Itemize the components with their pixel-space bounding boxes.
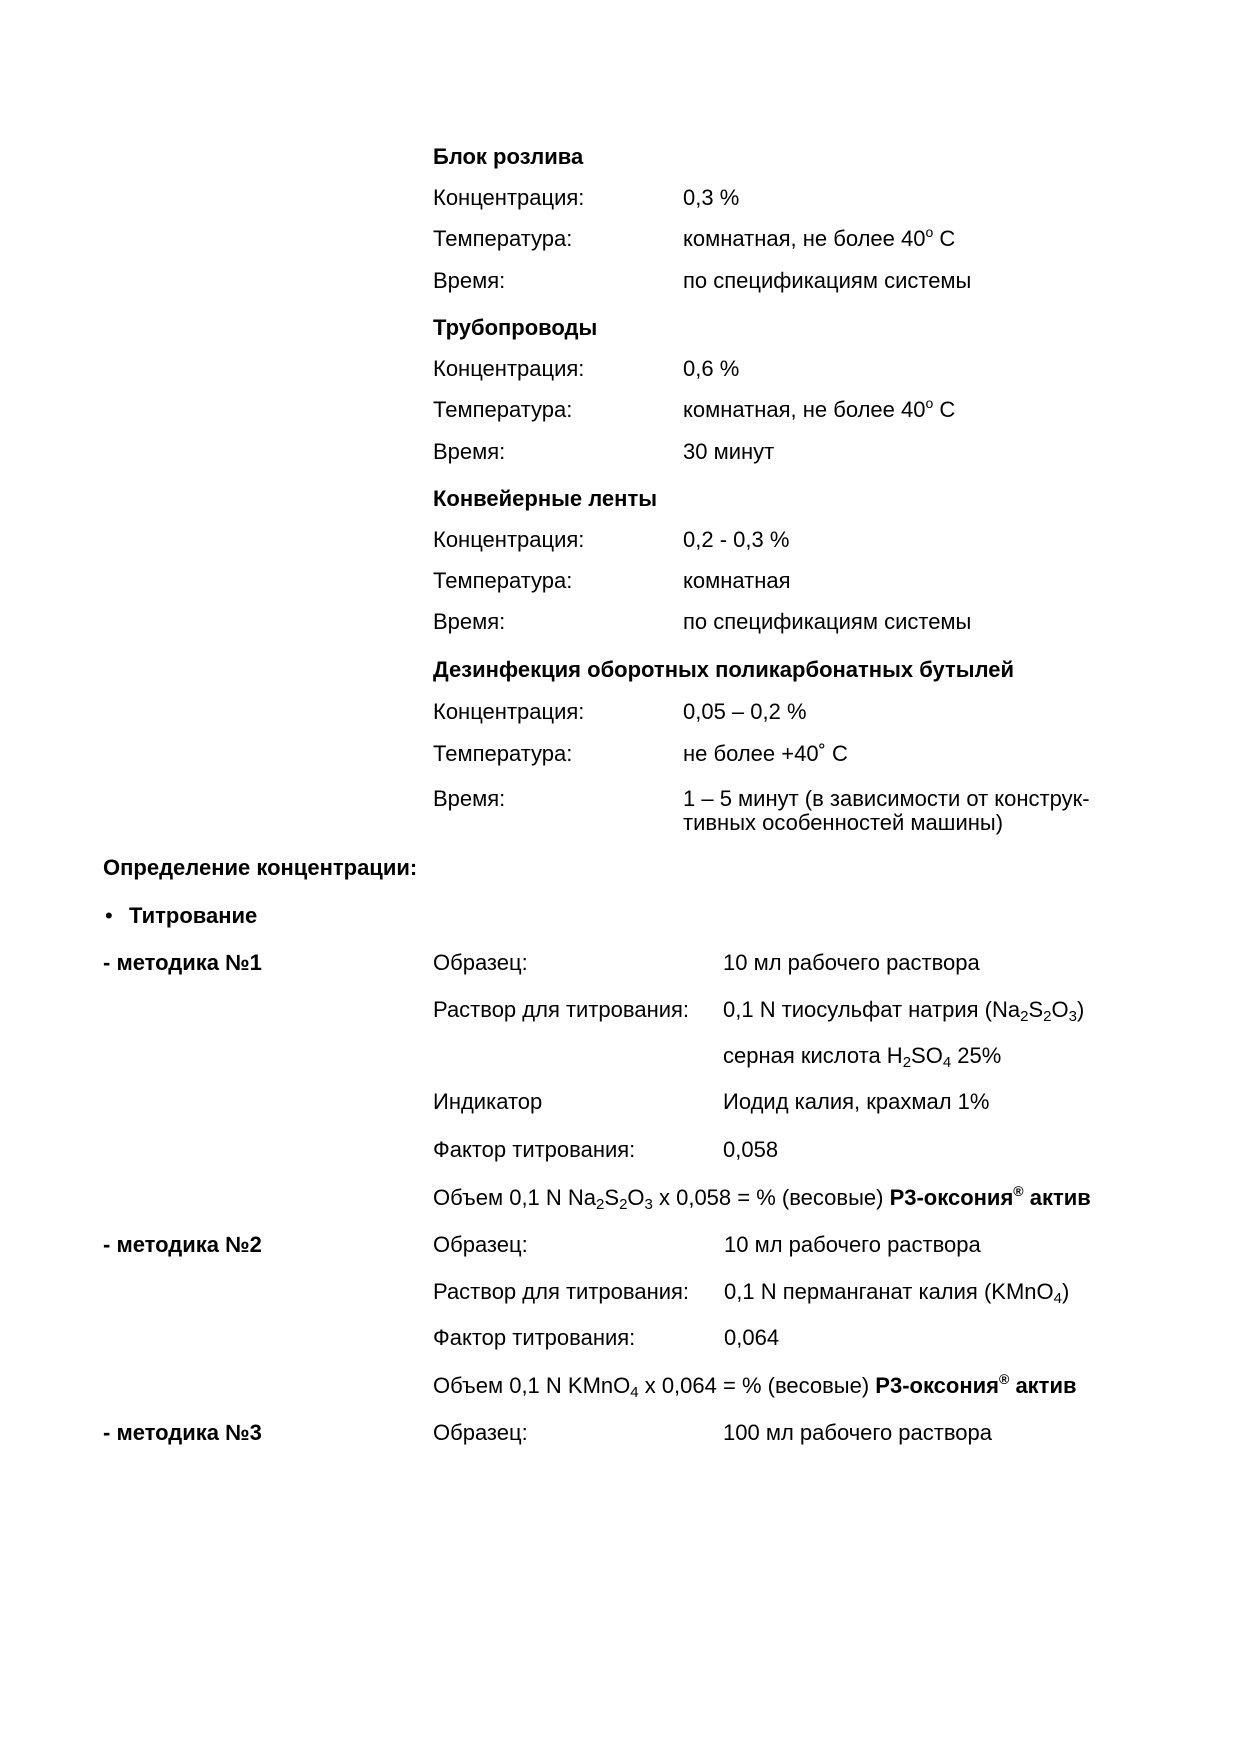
factor-label: Фактор титрования: — [433, 1137, 636, 1162]
row-label: Температура: — [433, 568, 573, 593]
factor-value: 0,064 — [724, 1325, 780, 1350]
titration-heading: Титрование — [129, 903, 258, 928]
row-label: Температура: — [433, 226, 573, 251]
titrant-label: Раствор для титрования: — [433, 997, 690, 1022]
section-heading: Блок розлива — [433, 144, 584, 169]
indicator-value: Иодид калия, крахмал 1% — [723, 1089, 990, 1114]
row-value: 30 минут — [683, 439, 775, 464]
sample-value: 100 мл рабочего раствора — [723, 1420, 992, 1445]
row-value: не более +40˚ C — [683, 741, 848, 766]
row-label: Температура: — [433, 397, 573, 422]
product-name: Р3-оксония — [889, 1185, 1014, 1210]
row-value: 0,3 % — [683, 185, 740, 210]
row-label: Концентрация: — [433, 699, 585, 724]
factor-value: 0,058 — [723, 1137, 779, 1162]
sample-value: 10 мл рабочего раствора — [723, 950, 980, 975]
method-title: - методика №2 — [103, 1232, 262, 1257]
registered-mark: ® — [1013, 1183, 1024, 1199]
determination-heading: Определение концентрации: — [103, 855, 418, 880]
titrant-label: Раствор для титрования: — [433, 1279, 690, 1304]
row-value: 0,6 % — [683, 356, 740, 381]
row-value: 0,2 - 0,3 % — [683, 527, 790, 552]
titrant-value: 0,1 N тиосульфат натрия $(Na_2S_2O_3)$ — [723, 997, 1085, 1025]
row-label: Время: — [433, 268, 506, 293]
row-value: комнатная, не более 40$^o$ C — [683, 224, 956, 251]
indicator-label: Индикатор — [433, 1089, 543, 1114]
bullet-icon: • — [105, 903, 113, 928]
registered-mark: ® — [999, 1371, 1010, 1387]
factor-label: Фактор титрования: — [433, 1325, 636, 1350]
method-title: - методика №1 — [103, 950, 262, 975]
row-value: комнатная, не более 40$^o$ C — [683, 395, 956, 422]
formula: Объем 0,1 N $Na_2S_2O_3$ x 0,058 = % (весовые) Р3-оксония® актив — [433, 1183, 1091, 1213]
titrant-value: 0,1 N перманганат калия (KMnO$_4$) — [724, 1279, 1070, 1307]
row-value-continued: тивных особенностей машины) — [683, 810, 1004, 835]
product-name: Р3-оксония — [875, 1373, 999, 1398]
sample-label: Образец: — [433, 1232, 528, 1257]
acid-value: серная кислота $H_2SO_4$ 25% — [723, 1043, 1002, 1071]
row-label: Концентрация: — [433, 356, 585, 381]
row-value: 1 – 5 минут (в зависимости от конструк- — [683, 786, 1090, 811]
section-heading: Трубопроводы — [433, 315, 598, 340]
section-heading: Конвейерные ленты — [433, 486, 658, 511]
formula: Объем 0,1 N KMnO$_4$ x 0,064 = % (весовые) Р3-оксония® актив — [433, 1371, 1077, 1401]
sample-value: 10 мл рабочего раствора — [724, 1232, 981, 1257]
sample-label: Образец: — [433, 950, 528, 975]
row-label: Время: — [433, 439, 506, 464]
row-value: 0,05 – 0,2 % — [683, 699, 807, 724]
row-label: Концентрация: — [433, 527, 585, 552]
row-value: комнатная — [683, 568, 791, 593]
section-heading: Дезинфекция оборотных поликарбонатных бутылей — [433, 657, 1015, 682]
method-title: - методика №3 — [103, 1420, 262, 1445]
row-value: по спецификациям системы — [683, 609, 972, 634]
row-value: по спецификациям системы — [683, 268, 972, 293]
row-label: Концентрация: — [433, 185, 585, 210]
row-label: Температура: — [433, 741, 573, 766]
row-label: Время: — [433, 786, 506, 811]
sample-label: Образец: — [433, 1420, 528, 1445]
row-label: Время: — [433, 609, 506, 634]
